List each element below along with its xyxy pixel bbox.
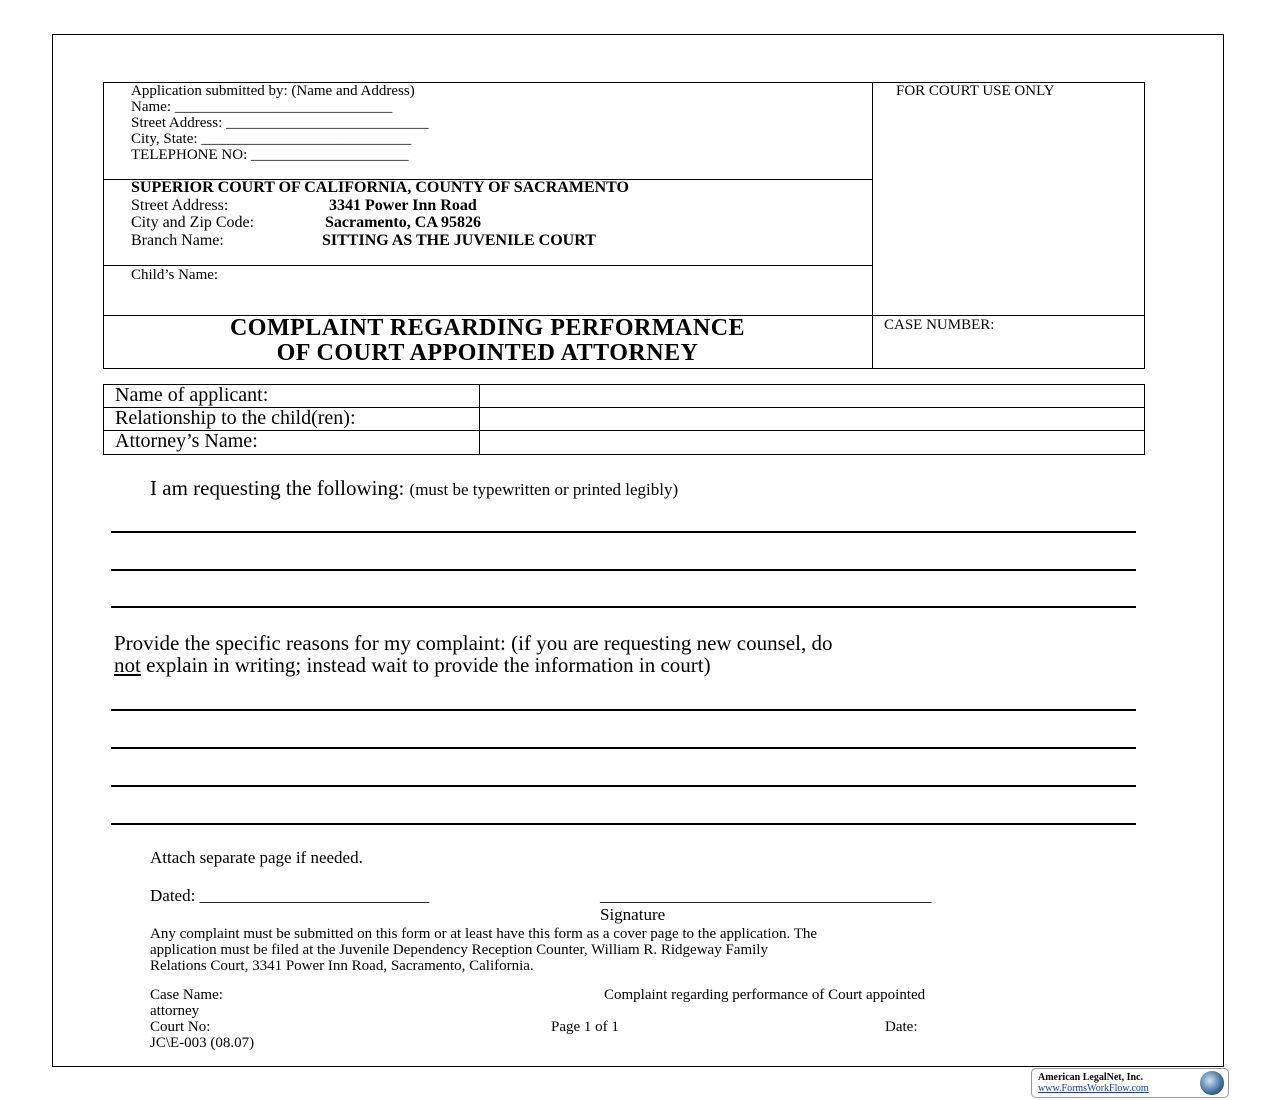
applicant-name-label: Name of applicant: [115,384,269,406]
globe-icon [1200,1071,1224,1095]
notice-line: Any complaint must be submitted on this form or at least have this form as a cover page to the application. The [150,926,818,942]
date-label: Date: [885,1019,918,1035]
attorney-name-input[interactable] [481,432,1141,452]
form-title-line1: COMPLAINT REGARDING PERFORMANCE [229,315,746,341]
reasons-line1: Provide the specific reasons for my complaint: (if you are requesting new counsel, do [114,631,833,655]
court-street: 3341 Power Inn Road [329,197,477,214]
court-street-label: Street Address: [131,197,229,214]
relationship-input[interactable] [481,409,1141,429]
signature-field[interactable]: _______________________________________ [600,886,932,905]
reasons-heading [114,632,832,676]
case-number-label: CASE NUMBER: [884,317,995,333]
court-use-label: FOR COURT USE ONLY [896,83,1055,99]
reason-line-2[interactable] [111,747,1136,749]
footer-form-title: Complaint regarding performance of Court appointed [604,987,926,1003]
reason-line-3[interactable] [111,785,1136,787]
notice-text [150,926,817,974]
reasons-not: not [114,653,141,677]
attorney-name-label: Attorney’s Name: [115,430,258,452]
attach-note: Attach separate page if needed. [150,848,363,867]
notice-line: application must be filed at the Juvenile Dependency Reception Counter, William R. Ridgeway Family [150,942,768,958]
request-line-2[interactable] [111,569,1136,571]
submitted-by-label: Application submitted by: (Name and Address) [131,83,415,99]
court-name: SUPERIOR COURT OF CALIFORNIA, COUNTY OF SACRAMENTO [131,179,629,196]
applicant-phone-field[interactable]: TELEPHONE NO: _____________________ [131,147,409,163]
logo-company: American LegalNet, Inc. [1038,1072,1143,1083]
logo-url-link[interactable]: www.FormsWorkFlow.com [1038,1083,1149,1094]
request-line-1[interactable] [111,531,1136,533]
legalnet-logo[interactable] [1031,1068,1229,1098]
reason-line-1[interactable] [111,709,1136,711]
reason-line-4[interactable] [111,823,1136,825]
request-line-3[interactable] [111,606,1136,608]
court-no-label: Court No: [150,1019,211,1035]
applicant-name-field[interactable]: Name: _____________________________ [131,99,393,115]
applicant-street-field[interactable]: Street Address: ___________________________ [131,115,429,131]
notice-line: Relations Court, 3341 Power Inn Road, Sacramento, California. [150,958,534,974]
court-city: Sacramento, CA 95826 [325,214,481,231]
signature-label: Signature [600,905,666,924]
request-note: (must be typewritten or printed legibly) [409,480,679,499]
branch-name: SITTING AS THE JUVENILE COURT [322,232,596,249]
dated-field[interactable]: Dated: ___________________________ [150,886,430,905]
request-heading [150,476,678,501]
branch-label: Branch Name: [131,232,224,249]
form-title-line2: OF COURT APPOINTED ATTORNEY [276,340,699,366]
case-name-label: Case Name: [150,987,223,1003]
page-number: Page 1 of 1 [551,1019,619,1035]
applicant-name-input[interactable] [481,386,1141,406]
court-city-label: City and Zip Code: [131,214,255,231]
relationship-label: Relationship to the child(ren): [115,407,356,429]
request-label: I am requesting the following: [150,476,405,500]
form-number: JC\E-003 (08.07) [150,1035,255,1051]
footer-attorney: attorney [150,1003,200,1019]
reasons-line2: explain in writing; instead wait to provide the information in court) [140,653,711,677]
form-title [103,316,872,366]
applicant-city-field[interactable]: City, State: ____________________________ [131,131,412,147]
child-name-label: Child’s Name: [131,267,219,283]
